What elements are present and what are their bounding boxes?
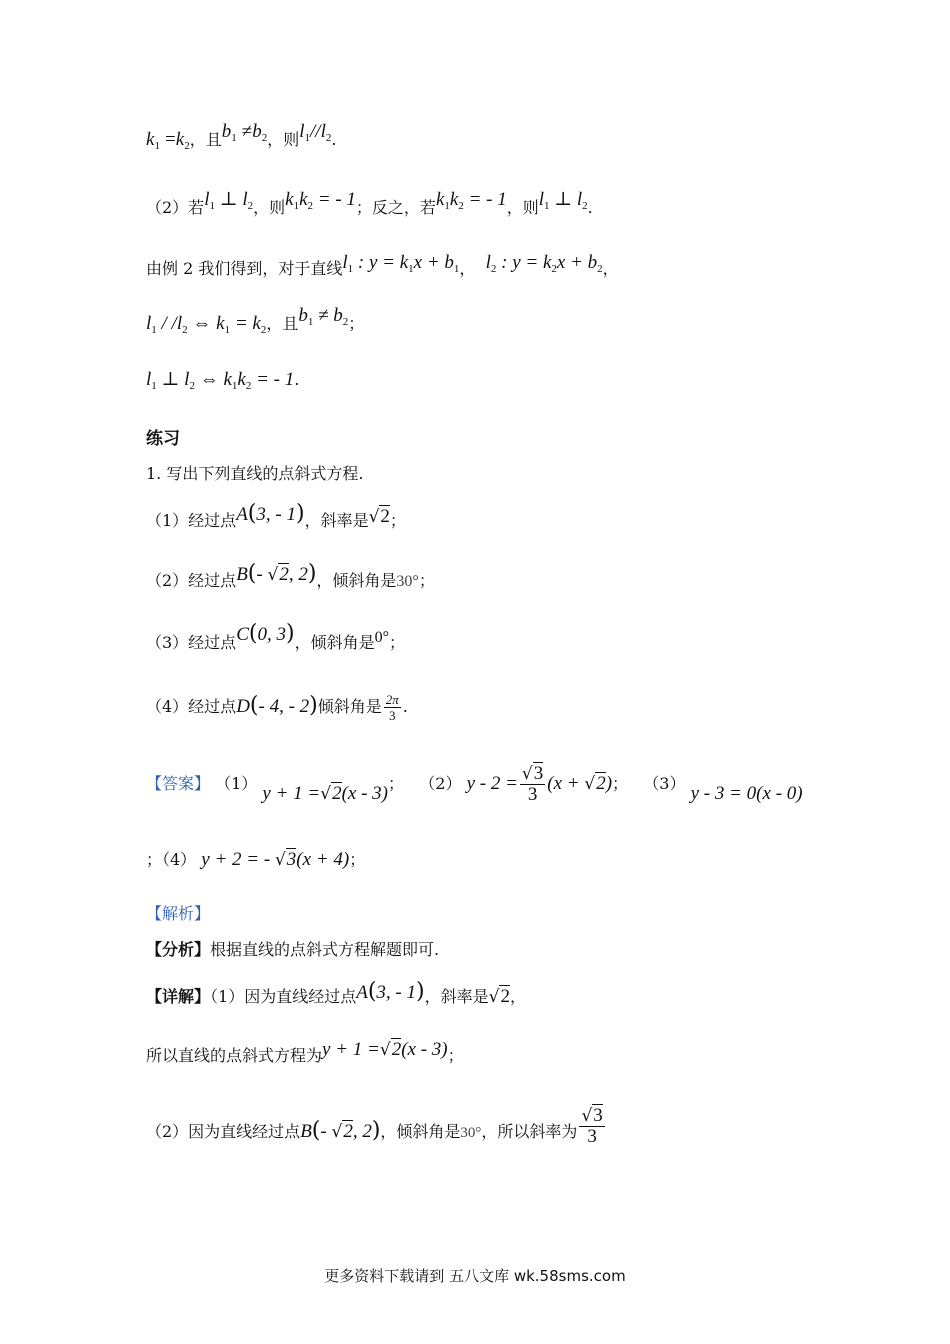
detail-step-1: 【详解】（1）因为直线经过点A(3, - 1)，斜率是√2，	[146, 979, 526, 1007]
exercise-item-4: （4）经过点D(- 4, - 2)倾斜角是 $\frac{2\pi}{3}$ .	[146, 692, 408, 723]
exercise-item-1: （1）经过点A(3, - 1)，斜率是√2；	[146, 501, 406, 530]
lines-definition: 由例 2 我们得到，对于直线$l_1$ : $y = k_1x + b_1$， $l_2$ : $y = k_2x + b_2$，	[146, 252, 619, 278]
analysis-tag: 【解析】	[146, 904, 211, 923]
detail-step-3: （2）因为直线经过点B(- √2, 2)，倾斜角是30°，所以斜率为 $\frac{√3}{3}$	[146, 1105, 603, 1147]
detail-step-2: 所以直线的点斜式方程为y + 1 =√2(x - 3)；	[146, 1039, 464, 1065]
exercise-item-3: （3）经过点C(0, 3)，倾斜角是0°；	[146, 621, 405, 652]
exercise-item-2: （2）经过点B(- √2, 2)，倾斜角是30°；	[146, 561, 435, 590]
exercise-question: 1. 写出下列直线的点斜式方程.	[146, 464, 364, 483]
analysis-summary: 【分析】根据直线的点斜式方程解题即可.	[146, 940, 440, 959]
answer-line: 【答案】 （1） y + 1 =√2(x - 3)； （2） y - 2 = $\frac{√3}{3}$ (x + √2)； （3） y - 3 = 0(x - 0)	[146, 763, 803, 805]
answer-tag: 【答案】	[146, 774, 211, 793]
exercise-heading: 练习	[146, 429, 180, 449]
answer-line-4: ；（4） y + 2 = - √3(x + 4)；	[146, 849, 366, 870]
parallel-condition-line: $k_1 =k_2$，且$b_1 \ne b_2$，则$l_1//l_2$.	[146, 121, 337, 152]
parallel-equivalence: $l_1 / /l_2$ ⇔ $k_1 = k_2$，且$b_1 \ne b_2$；	[146, 305, 365, 336]
perpendicular-condition-line: （2）若$l_1$ ⊥ $l_2$，则$k_1k_2$ = - 1；反之，若$k_1k_2$ = - 1，则$l_1$ ⊥ $l_2$.	[146, 189, 593, 217]
perpendicular-equivalence: $l_1$ ⊥ $l_2$ ⇔ $k_1k_2$ = - 1.	[146, 369, 300, 392]
footer-text: 更多资料下载请到 五八文库 wk.58sms.com	[324, 1267, 626, 1285]
